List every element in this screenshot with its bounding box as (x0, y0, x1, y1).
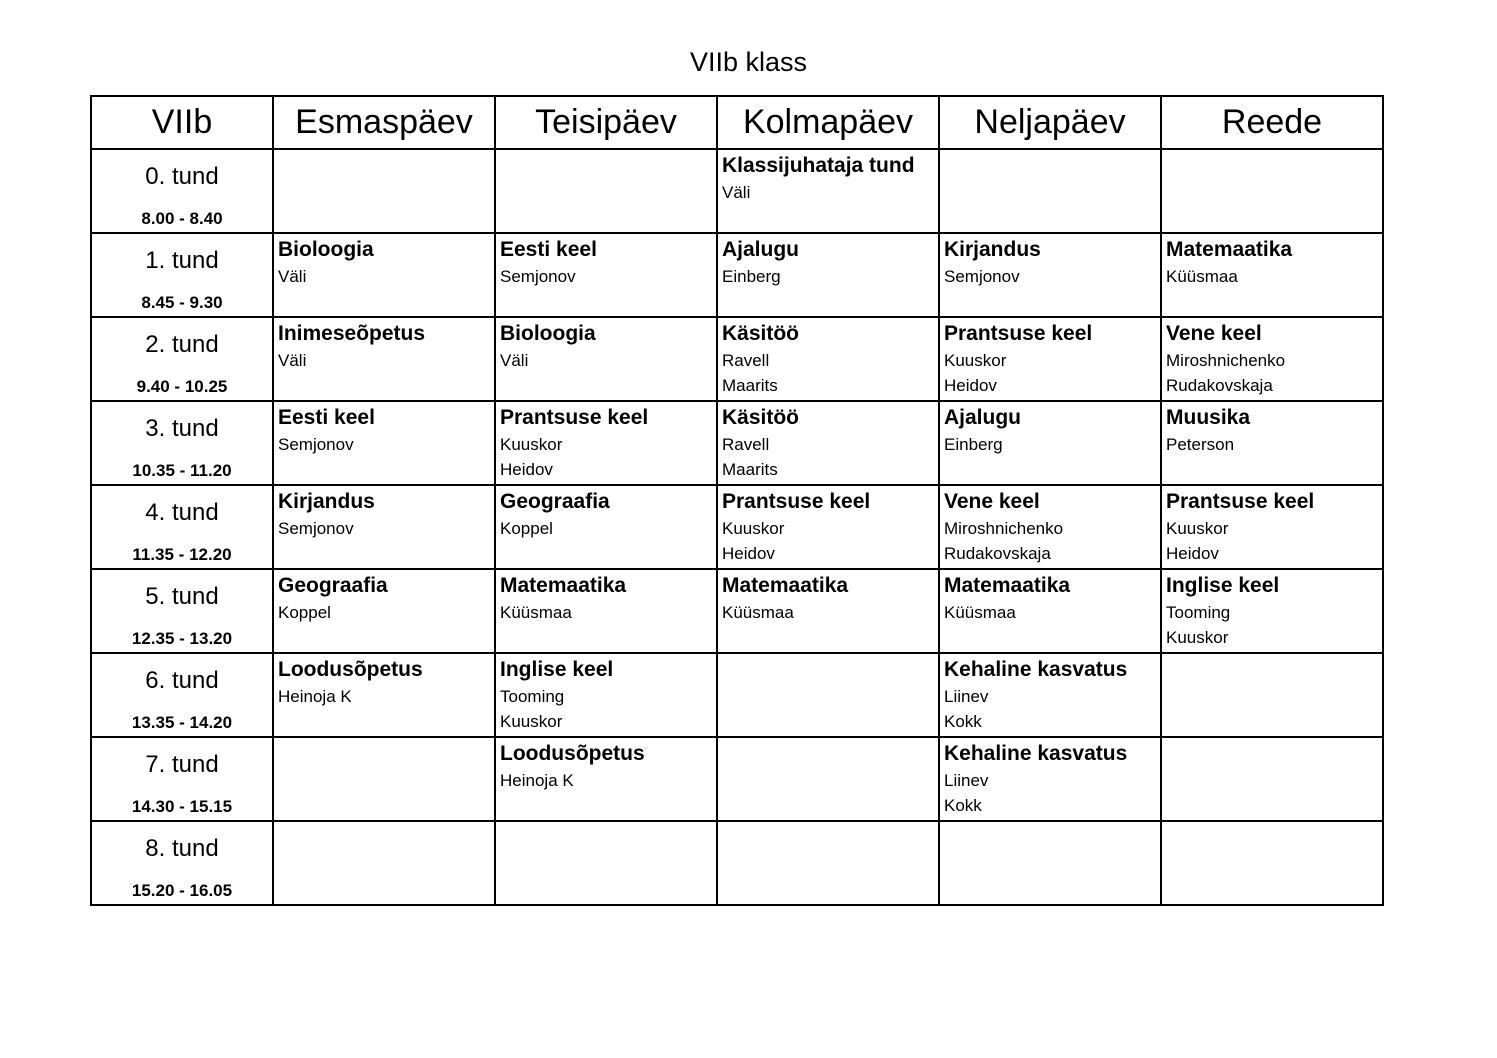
lesson-cell (717, 485, 939, 569)
lesson-subject: Kehaline kasvatus (944, 658, 1128, 681)
period-cell (91, 569, 273, 653)
day-header: Reede (1161, 96, 1383, 149)
lesson-subject: Geograafia (278, 574, 388, 597)
lesson-subject: Kirjandus (278, 490, 375, 513)
lesson-teacher: Semjonov (278, 519, 354, 538)
lesson-cell (717, 233, 939, 317)
lesson-teacher: Kuuskor (500, 435, 563, 454)
lesson-teacher: Peterson (1166, 435, 1235, 454)
period-cell (91, 401, 273, 485)
lesson-teacher: Küüsmaa (1166, 267, 1238, 286)
lesson-teacher: Kokk (944, 796, 982, 815)
lesson-cell (939, 569, 1161, 653)
lesson-cell (939, 401, 1161, 485)
period-row (91, 569, 1383, 653)
lesson-cell (1161, 569, 1383, 653)
lesson (1162, 234, 1382, 289)
lesson (718, 234, 938, 289)
period-row (91, 149, 1383, 233)
period-time: 12.35 - 13.20 (131, 629, 233, 648)
lesson-cell (717, 821, 939, 905)
lesson-cell (273, 401, 495, 485)
lesson (718, 570, 938, 625)
period-time: 15.20 - 16.05 (131, 881, 233, 900)
lesson-teacher: Kuuskor (944, 351, 1007, 370)
lesson-subject: Prantsuse keel (722, 490, 871, 513)
lesson (274, 402, 494, 457)
lesson-cell (273, 485, 495, 569)
lesson-teacher: Ravell (722, 351, 770, 370)
period-row (91, 317, 1383, 401)
lesson-teacher: Küüsmaa (722, 603, 794, 622)
period-time: 14.30 - 15.15 (131, 797, 233, 816)
lesson-teacher: Maarits (722, 376, 778, 395)
lesson-cell (495, 821, 717, 905)
period-row (91, 233, 1383, 317)
header-corner: VIIb (91, 96, 273, 149)
lesson-teacher: Tooming (1166, 603, 1231, 622)
lesson-subject: Bioloogia (278, 238, 374, 261)
lesson-cell (273, 149, 495, 233)
period-cell (91, 653, 273, 737)
lesson-teacher: Liinev (944, 687, 989, 706)
lesson-cell (1161, 317, 1383, 401)
lesson-teacher: Väli (278, 267, 307, 286)
lesson-teacher: Rudakovskaja (1166, 376, 1273, 395)
lesson-cell (273, 737, 495, 821)
lesson-teacher: Koppel (500, 519, 553, 538)
lesson-teacher: Miroshnichenko (944, 519, 1064, 538)
period-row (91, 485, 1383, 569)
lesson (940, 570, 1160, 625)
lesson-cell (1161, 737, 1383, 821)
lesson-cell (495, 317, 717, 401)
period-cell (91, 821, 273, 905)
lesson-subject: Loodusõpetus (278, 658, 423, 681)
lesson-teacher: Ravell (722, 435, 770, 454)
lesson-subject: Kirjandus (944, 238, 1041, 261)
lesson-teacher: Väli (722, 183, 751, 202)
lesson-teacher: Heidov (944, 376, 997, 395)
lesson (274, 570, 494, 625)
lesson-teacher: Koppel (278, 603, 331, 622)
lesson-teacher: Tooming (500, 687, 565, 706)
day-header: Teisipäev (495, 96, 717, 149)
lesson (940, 738, 1160, 818)
day-header: Kolmapäev (717, 96, 939, 149)
lesson-teacher: Heinoja K (500, 771, 574, 790)
period-name: 8. tund (145, 835, 219, 862)
lesson-subject: Vene keel (944, 490, 1040, 513)
lesson-teacher: Heidov (722, 544, 775, 563)
lesson-teacher: Kokk (944, 712, 982, 731)
period-name: 0. tund (145, 163, 219, 190)
lesson (496, 654, 716, 734)
lesson-cell (717, 569, 939, 653)
lesson (718, 402, 938, 482)
lesson-teacher: Kuuskor (500, 712, 563, 731)
lesson (718, 318, 938, 398)
lesson-teacher: Semjonov (500, 267, 576, 286)
lesson-subject: Käsitöö (722, 322, 800, 345)
lesson (274, 486, 494, 541)
lesson (274, 654, 494, 709)
lesson-cell (1161, 485, 1383, 569)
day-header: Esmaspäev (273, 96, 495, 149)
lesson-cell (1161, 233, 1383, 317)
lesson-teacher: Einberg (722, 267, 781, 286)
lesson-cell (273, 821, 495, 905)
lesson (940, 234, 1160, 289)
period-cell (91, 149, 273, 233)
lesson-subject: Inglise keel (500, 658, 614, 681)
period-row (91, 821, 1383, 905)
lesson-cell (717, 737, 939, 821)
period-row (91, 653, 1383, 737)
lesson-subject: Matemaatika (944, 574, 1071, 597)
lesson-cell (939, 317, 1161, 401)
lesson-cell (495, 401, 717, 485)
lesson-cell (939, 653, 1161, 737)
lesson-cell (939, 821, 1161, 905)
lesson-subject: Ajalugu (722, 238, 799, 261)
period-time: 11.35 - 12.20 (132, 545, 232, 564)
lesson (1162, 486, 1382, 566)
period-row (91, 401, 1383, 485)
lesson (274, 318, 494, 373)
lesson-subject: Vene keel (1166, 322, 1262, 345)
lesson-cell (939, 149, 1161, 233)
lesson-cell (939, 233, 1161, 317)
lesson-cell (717, 149, 939, 233)
lesson (718, 486, 938, 566)
lesson (1162, 570, 1382, 650)
period-name: 2. tund (145, 331, 219, 358)
lesson-teacher: Kuuskor (722, 519, 785, 538)
lesson-teacher: Einberg (944, 435, 1003, 454)
lesson-teacher: Kuuskor (1166, 519, 1229, 538)
lesson-cell (1161, 653, 1383, 737)
lesson-subject: Prantsuse keel (1166, 490, 1315, 513)
lesson (940, 654, 1160, 734)
timetable (90, 95, 1384, 906)
lesson-cell (273, 317, 495, 401)
lesson-subject: Eesti keel (500, 238, 597, 261)
lesson-cell (717, 653, 939, 737)
lesson-teacher: Heinoja K (278, 687, 352, 706)
period-name: 6. tund (145, 667, 219, 694)
lesson-subject: Matemaatika (1166, 238, 1293, 261)
lesson (940, 486, 1160, 566)
lesson (1162, 318, 1382, 398)
lesson-teacher: Küüsmaa (944, 603, 1016, 622)
period-time: 9.40 - 10.25 (136, 377, 228, 396)
period-cell (91, 233, 273, 317)
lesson (718, 150, 938, 205)
lesson-cell (1161, 401, 1383, 485)
lesson-subject: Geograafia (500, 490, 610, 513)
period-name: 7. tund (145, 751, 219, 778)
lesson (274, 234, 494, 289)
lesson-subject: Ajalugu (944, 406, 1021, 429)
lesson-subject: Prantsuse keel (500, 406, 649, 429)
lesson-teacher: Miroshnichenko (1166, 351, 1286, 370)
lesson-cell (495, 569, 717, 653)
lesson-cell (939, 485, 1161, 569)
lesson-cell (495, 737, 717, 821)
lesson (940, 318, 1160, 398)
lesson-teacher: Rudakovskaja (944, 544, 1051, 563)
lesson-teacher: Heidov (1166, 544, 1219, 563)
lesson-cell (273, 653, 495, 737)
lesson (496, 318, 716, 373)
lesson-cell (939, 737, 1161, 821)
period-time: 8.45 - 9.30 (141, 293, 223, 312)
lesson (940, 402, 1160, 457)
lesson-subject: Matemaatika (722, 574, 849, 597)
lesson-cell (495, 653, 717, 737)
lesson (1162, 402, 1382, 457)
period-cell (91, 485, 273, 569)
lesson-teacher: Semjonov (944, 267, 1020, 286)
lesson-subject: Prantsuse keel (944, 322, 1093, 345)
period-name: 3. tund (145, 415, 219, 442)
lesson-teacher: Heidov (500, 460, 553, 479)
lesson-teacher: Semjonov (278, 435, 354, 454)
lesson-subject: Loodusõpetus (500, 742, 645, 765)
lesson-subject: Matemaatika (500, 574, 627, 597)
day-header: Neljapäev (939, 96, 1161, 149)
lesson-teacher: Maarits (722, 460, 778, 479)
lesson-subject: Muusika (1166, 406, 1251, 429)
lesson (496, 402, 716, 482)
lesson (496, 486, 716, 541)
lesson-teacher: Liinev (944, 771, 989, 790)
lesson-teacher: Kuuskor (1166, 628, 1229, 647)
lesson-cell (717, 401, 939, 485)
lesson-cell (495, 233, 717, 317)
lesson (496, 738, 716, 793)
lesson-cell (1161, 149, 1383, 233)
period-time: 13.35 - 14.20 (131, 713, 233, 732)
period-time: 8.00 - 8.40 (141, 209, 223, 228)
page-title: VIIb klass (689, 47, 808, 77)
lesson-cell (495, 485, 717, 569)
lesson-teacher: Väli (278, 351, 307, 370)
lesson (496, 234, 716, 289)
lesson-subject: Eesti keel (278, 406, 375, 429)
period-row (91, 737, 1383, 821)
period-name: 5. tund (145, 583, 219, 610)
lesson-teacher: Väli (500, 351, 529, 370)
lesson-teacher: Küüsmaa (500, 603, 572, 622)
lesson-subject: Käsitöö (722, 406, 800, 429)
lesson-cell (717, 317, 939, 401)
lesson-subject: Inimeseõpetus (278, 322, 426, 345)
period-time: 10.35 - 11.20 (132, 461, 232, 480)
lesson (496, 570, 716, 625)
header-row (91, 96, 1383, 149)
period-cell (91, 317, 273, 401)
period-cell (91, 737, 273, 821)
period-name: 4. tund (145, 499, 219, 526)
lesson-cell (1161, 821, 1383, 905)
lesson-subject: Bioloogia (500, 322, 596, 345)
lesson-subject: Kehaline kasvatus (944, 742, 1128, 765)
lesson-cell (273, 233, 495, 317)
lesson-subject: Inglise keel (1166, 574, 1280, 597)
period-name: 1. tund (145, 247, 219, 274)
lesson-subject: Klassijuhataja tund (722, 154, 915, 177)
lesson-cell (495, 149, 717, 233)
lesson-cell (273, 569, 495, 653)
